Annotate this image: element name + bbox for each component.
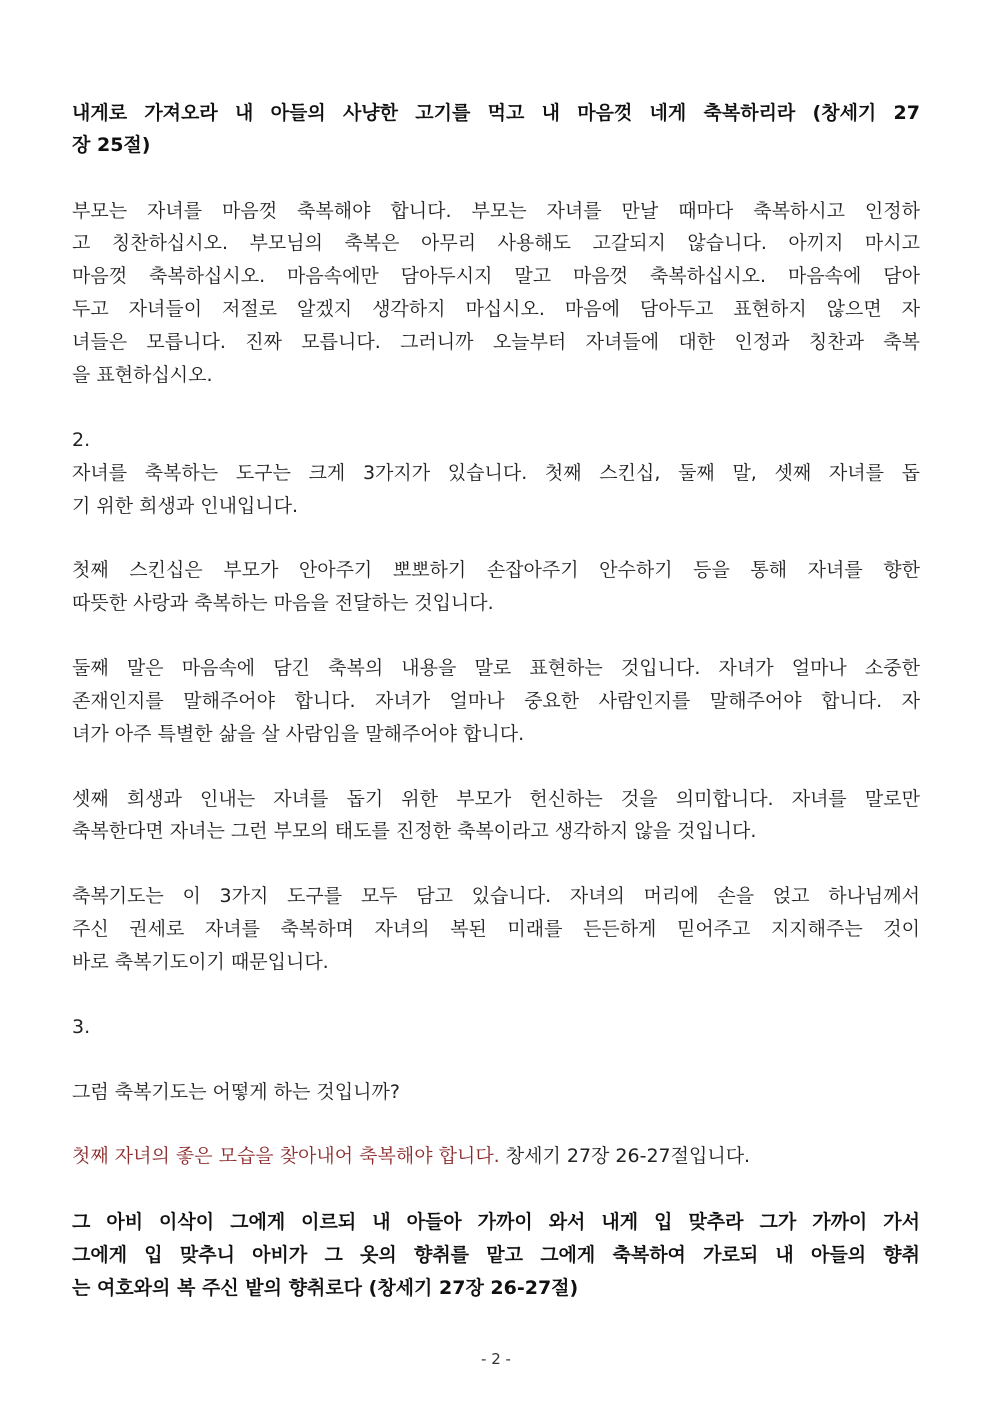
paragraph-line: 기 위한 희생과 인내입니다. <box>72 495 299 517</box>
paragraph-line: 녀가 아주 특별한 삶을 살 사람임을 말해주어야 합니다. <box>72 723 525 745</box>
scripture-line: 그 아비 이삭이 그에게 이르되 내 아들아 가까이 와서 내게 입 맞추라 그가 가까이 가서 <box>72 1211 920 1233</box>
paragraph-line: 자녀를 축복하는 도구는 크게 3가지가 있습니다. 첫째 스킨십, 둘째 말, 셋째 자녀를 돕 <box>72 462 920 484</box>
reference-text: 창세기 27장 26-27절입니다. <box>499 1145 751 1167</box>
paragraph-line: 바로 축복기도이기 때문입니다. <box>72 951 329 973</box>
paragraph-line: 축복기도는 이 3가지 도구를 모두 담고 있습니다. 자녀의 머리에 손을 얹고 하나님께서 <box>72 885 920 907</box>
paragraph-line: 둘째 말은 마음속에 담긴 축복의 내용을 말로 표현하는 것입니다. 자녀가 얼마나 소중한 <box>72 657 920 679</box>
paragraph-line: 을 표현하십시오. <box>72 364 213 386</box>
scripture-line: 는 여호와의 복 주신 밭의 향취로다 (창세기 27장 26-27절) <box>72 1277 579 1299</box>
paragraph-line: 마음껏 축복하십시오. 마음속에만 담아두시지 말고 마음껏 축복하십시오. 마음속에 담아 <box>72 265 920 287</box>
paragraph-line: 첫째 스킨십은 부모가 안아주기 뽀뽀하기 손잡아주기 안수하기 등을 통해 자녀를 향한 <box>72 559 920 581</box>
paragraph-line: 두고 자녀들이 저절로 알겠지 생각하지 마십시오. 마음에 담아두고 표현하지 않으면 자 <box>72 298 920 320</box>
paragraph-line: 고 칭찬하십시오. 부모님의 축복은 아무리 사용해도 고갈되지 않습니다. 아끼지 마시고 <box>72 232 920 254</box>
section-number: 2. <box>72 429 91 451</box>
paragraph-line: 녀들은 모릅니다. 진짜 모릅니다. 그러니까 오늘부터 자녀들에 대한 인정과 칭찬과 축복 <box>72 331 920 353</box>
question-line: 그럼 축복기도는 어떻게 하는 것입니까? <box>72 1081 400 1103</box>
page-number: - 2 - <box>481 1350 511 1368</box>
scripture-line: 그에게 입 맞추니 아비가 그 옷의 향취를 맡고 그에게 축복하여 가로되 내 아들의 향취 <box>72 1244 920 1266</box>
scripture-line: 내게로 가져오라 내 아들의 사냥한 고기를 먹고 내 마음껏 네게 축복하리라 (창세기 27 <box>72 102 920 124</box>
paragraph-line: 따뜻한 사랑과 축복하는 마음을 전달하는 것입니다. <box>72 592 494 614</box>
paragraph-line: 셋째 희생과 인내는 자녀를 돕기 위한 부모가 헌신하는 것을 의미합니다. 자녀를 말로만 <box>72 788 920 810</box>
scripture-line: 장 25절) <box>72 134 151 156</box>
paragraph-line: 존재인지를 말해주어야 합니다. 자녀가 얼마나 중요한 사람인지를 말해주어야 합니다. 자 <box>72 690 920 712</box>
section-number: 3. <box>72 1016 91 1038</box>
paragraph-line: 주신 권세로 자녀를 축복하며 자녀의 복된 미래를 든든하게 믿어주고 지지해주는 것이 <box>72 918 920 940</box>
highlight-line <box>72 1144 920 1168</box>
paragraph-line: 부모는 자녀를 마음껏 축복해야 합니다. 부모는 자녀를 만날 때마다 축복하시고 인정하 <box>72 200 920 222</box>
highlight-text: 첫째 자녀의 좋은 모습을 찾아내어 축복해야 합니다. <box>72 1145 500 1167</box>
paragraph-line: 축복한다면 자녀는 그런 부모의 태도를 진정한 축복이라고 생각하지 않을 것입니다. <box>72 820 757 842</box>
